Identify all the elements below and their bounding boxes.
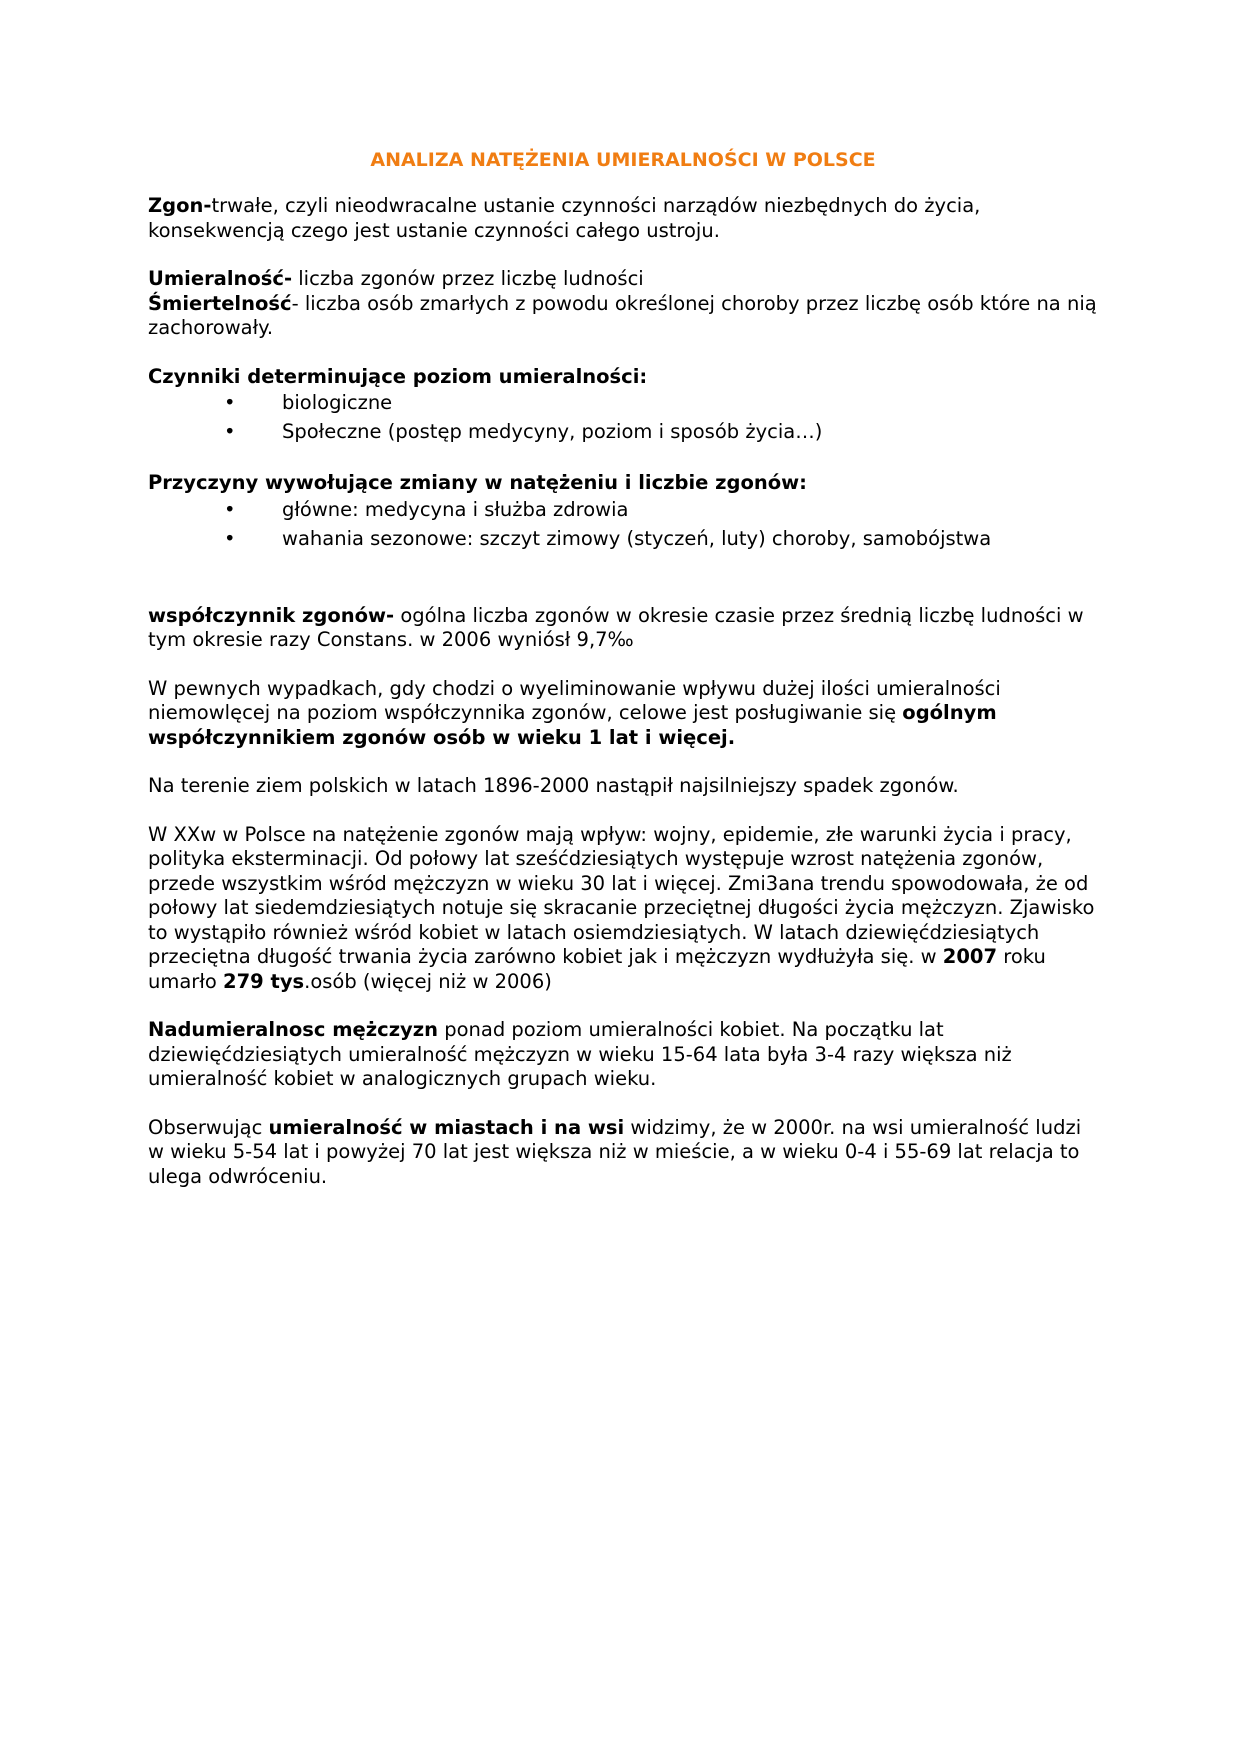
- paragraph-xx-wiek: [148, 823, 1098, 995]
- term-zgon: Zgon-: [148, 194, 212, 217]
- term-wspolczynnik: współczynnik zgonów-: [148, 603, 395, 627]
- paragraph-bold: ogólnym współczynnikiem zgonów osób w wieku 1 lat i więcej.: [148, 701, 997, 749]
- list-przyczyny: [148, 498, 1098, 556]
- paragraph-wspolczynnik: [148, 604, 1098, 653]
- list-czynniki: [148, 391, 1098, 449]
- paragraph-text: .osób (więcej niż w 2006): [304, 969, 552, 993]
- bullet-icon: •: [224, 391, 236, 414]
- bullet-icon: •: [224, 526, 236, 550]
- paragraph-smiertelnosc: [148, 292, 1098, 341]
- paragraph-miasto-wies: [148, 1116, 1098, 1190]
- paragraph-zgon: [148, 194, 1098, 243]
- paragraph-umieralnosc: [148, 267, 1098, 292]
- paragraph-text: W pewnych wypadkach, gdy chodzi o wyeliminowanie wpływu dużej ilości umieralności niemowlęcej na poziom współczynnika zgonów, celowe jest posługiwanie się: [148, 676, 1001, 724]
- heading-przyczyny: Przyczyny wywołujące zmiany w natężeniu i liczbie zgonów:: [148, 471, 807, 494]
- heading-czynniki: Czynniki determinujące poziom umieralności:: [148, 364, 648, 388]
- paragraph-text: roku umarło: [148, 945, 1046, 993]
- list-item-text: biologiczne: [282, 391, 393, 414]
- term-smiertelnosc: Śmiertelność: [148, 291, 292, 315]
- document-page: [148, 148, 1098, 1213]
- list-item: [148, 498, 1098, 527]
- definition-umieralnosc: liczba zgonów przez liczbę ludności: [292, 267, 644, 290]
- definition-nadumieralnosc: ponad poziom umieralności kobiet. Na początku lat dziewięćdziesiątych umieralność mężczyzn w wieku 15-64 lata była 3-4 razy większa niż umieralność kobiet w analogicznych grupach wieku.: [148, 1018, 1012, 1090]
- deaths-count: 279 tys: [223, 969, 305, 993]
- definition-wspolczynnik: ogólna liczba zgonów w okresie czasie przez średnią liczbę ludności w tym okresie razy Constans. w 2006 wyniósł 9,7‰: [148, 603, 1084, 651]
- paragraph-text: widzimy, że w 2000r. na wsi umieralność ludzi w wieku 5-54 lat i powyżej 70 lat jest większa niż w mieście, a w wieku 0-4 i 55-69 lat relacja to ulega odwróceniu.: [148, 1115, 1082, 1188]
- year-2007: 2007: [942, 945, 998, 968]
- definition-smiertelnosc: - liczba osób zmarłych z powodu określonej choroby przez liczbę osób które na nią zachorowały.: [148, 291, 1097, 339]
- definition-zgon: trwałe, czyli nieodwracalne ustanie czynności narządów niezbędnych do życia, konsekwencją czego jest ustanie czynności całego ustroju.: [148, 194, 981, 242]
- list-item: [148, 527, 1098, 556]
- bullet-icon: •: [224, 497, 236, 521]
- list-item-text: wahania sezonowe: szczyt zimowy (styczeń, luty) choroby, samobójstwa: [282, 526, 992, 550]
- paragraph-nadumieralnosc: [148, 1018, 1098, 1092]
- paragraph-spadek: Na terenie ziem polskich w latach 1896-2000 nastąpił najsilniejszy spadek zgonów.: [148, 774, 959, 797]
- list-item: [148, 420, 1098, 449]
- list-item: [148, 391, 1098, 420]
- paragraph-niemowleta: [148, 677, 1098, 751]
- paragraph-bold: umieralność w miastach i na wsi: [268, 1115, 625, 1139]
- list-item-text: Społeczne (postęp medycyny, poziom i sposób życia…): [282, 420, 823, 443]
- paragraph-text: W XXw w Polsce na natężenie zgonów mają wpływ: wojny, epidemie, złe warunki życia i pracy, polityka eksterminacji. Od połowy lat sześćdziesiątych występuje wzrost natężenia zgonów, przede wszystkim wśród mężczyzn w wieku 30 lat i więcej. Zmi3ana trendu spowodowała, że od połowy lat siedemdziesiątych notuje się skracanie przeciętnej długości życia mężczyzn. Zjawisko to wystąpiło również wśród kobiet w latach osiemdziesiątych. W latach dziewięćdziesiątych przeciętna długość trwania życia zarówno kobiet jak i mężczyzn wydłużyła się. w: [148, 822, 1095, 968]
- list-item-text: główne: medycyna i służba zdrowia: [282, 497, 629, 521]
- term-nadumieralnosc: Nadumieralnosc mężczyzn: [148, 1018, 438, 1041]
- paragraph-text: Obserwując: [148, 1115, 269, 1139]
- bullet-icon: •: [224, 420, 236, 443]
- document-title: ANALIZA NATĘŻENIA UMIERALNOŚCI W POLSCE: [370, 149, 876, 171]
- term-umieralnosc: Umieralność-: [148, 267, 293, 290]
